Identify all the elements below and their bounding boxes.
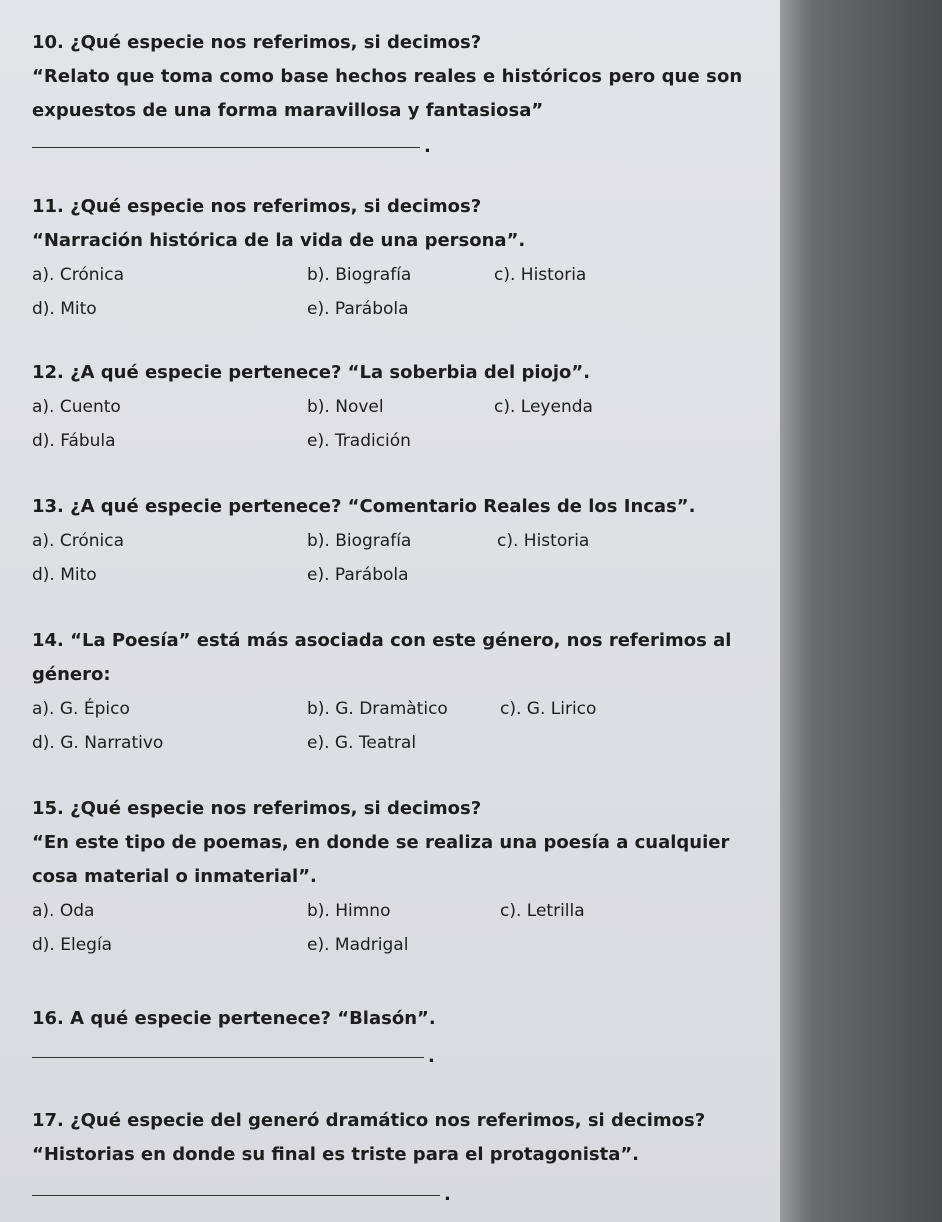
question-13-title: 13. ¿A qué especie pertenece? “Comentario Reales de los Incas”. xyxy=(32,496,696,517)
option-15-e[interactable]: e). Madrigal xyxy=(307,935,409,955)
option-13-d[interactable]: d). Mito xyxy=(32,565,97,585)
question-15-quote-line-2: cosa material o inmaterial”. xyxy=(32,866,317,887)
option-12-c[interactable]: c). Leyenda xyxy=(494,397,593,417)
question-12 xyxy=(32,356,772,458)
option-11-c[interactable]: c). Historia xyxy=(494,265,587,285)
background-shadow xyxy=(780,0,942,1222)
option-15-b[interactable]: b). Himno xyxy=(307,901,391,921)
answer-end-16: . xyxy=(428,1046,435,1067)
option-11-a[interactable]: a). Crónica xyxy=(32,265,125,285)
question-15-quote-line-1: “En este tipo de poemas, en donde se realiza una poesía a cualquier xyxy=(32,832,730,853)
question-14-title-line-1: 14. “La Poesía” está más asociada con este género, nos referimos al xyxy=(32,630,732,651)
option-14-b[interactable]: b). G. Dramàtico xyxy=(307,699,448,719)
question-17 xyxy=(32,1104,772,1212)
option-12-b[interactable]: b). Novel xyxy=(307,397,384,417)
answer-blank-17[interactable] xyxy=(32,1194,440,1196)
option-14-e[interactable]: e). G. Teatral xyxy=(307,733,417,753)
option-15-c[interactable]: c). Letrilla xyxy=(500,901,585,921)
option-12-e[interactable]: e). Tradición xyxy=(307,431,411,451)
question-13 xyxy=(32,490,772,592)
question-17-title: 17. ¿Qué especie del generó dramático nos referimos, si decimos? xyxy=(32,1110,706,1131)
question-12-title: 12. ¿A qué especie pertenece? “La soberbia del piojo”. xyxy=(32,362,591,383)
option-13-e[interactable]: e). Parábola xyxy=(307,565,409,585)
question-10-quote-line-1: “Relato que toma como base hechos reales e históricos pero que son xyxy=(32,66,743,87)
option-13-a[interactable]: a). Crónica xyxy=(32,531,125,551)
question-11-quote: “Narración histórica de la vida de una persona”. xyxy=(32,230,526,251)
question-11 xyxy=(32,190,772,326)
answer-blank-16[interactable] xyxy=(32,1056,424,1058)
question-10-quote-line-2: expuestos de una forma maravillosa y fantasiosa” xyxy=(32,100,544,121)
question-17-quote: “Historias en donde su final es triste para el protagonista”. xyxy=(32,1144,640,1165)
question-10 xyxy=(32,26,772,164)
answer-end-10: . xyxy=(424,136,431,157)
answer-end-17: . xyxy=(444,1184,451,1205)
option-13-b[interactable]: b). Biografía xyxy=(307,531,412,551)
option-11-e[interactable]: e). Parábola xyxy=(307,299,409,319)
option-14-c[interactable]: c). G. Lirico xyxy=(500,699,597,719)
question-11-title: 11. ¿Qué especie nos referimos, si decimos? xyxy=(32,196,482,217)
option-15-d[interactable]: d). Elegía xyxy=(32,935,113,955)
question-10-title: 10. ¿Qué especie nos referimos, si decimos? xyxy=(32,32,482,53)
option-11-b[interactable]: b). Biografía xyxy=(307,265,412,285)
option-12-d[interactable]: d). Fábula xyxy=(32,431,116,451)
question-14-title-line-2: género: xyxy=(32,664,111,685)
answer-blank-10[interactable] xyxy=(32,146,420,148)
question-15 xyxy=(32,792,772,962)
option-12-a[interactable]: a). Cuento xyxy=(32,397,121,417)
question-16 xyxy=(32,1002,772,1074)
option-13-c[interactable]: c). Historia xyxy=(497,531,590,551)
question-16-title: 16. A qué especie pertenece? “Blasón”. xyxy=(32,1008,436,1029)
option-15-a[interactable]: a). Oda xyxy=(32,901,95,921)
option-14-a[interactable]: a). G. Épico xyxy=(32,699,130,719)
option-14-d[interactable]: d). G. Narrativo xyxy=(32,733,164,753)
question-15-title: 15. ¿Qué especie nos referimos, si decimos? xyxy=(32,798,482,819)
option-11-d[interactable]: d). Mito xyxy=(32,299,97,319)
question-14 xyxy=(32,624,772,760)
